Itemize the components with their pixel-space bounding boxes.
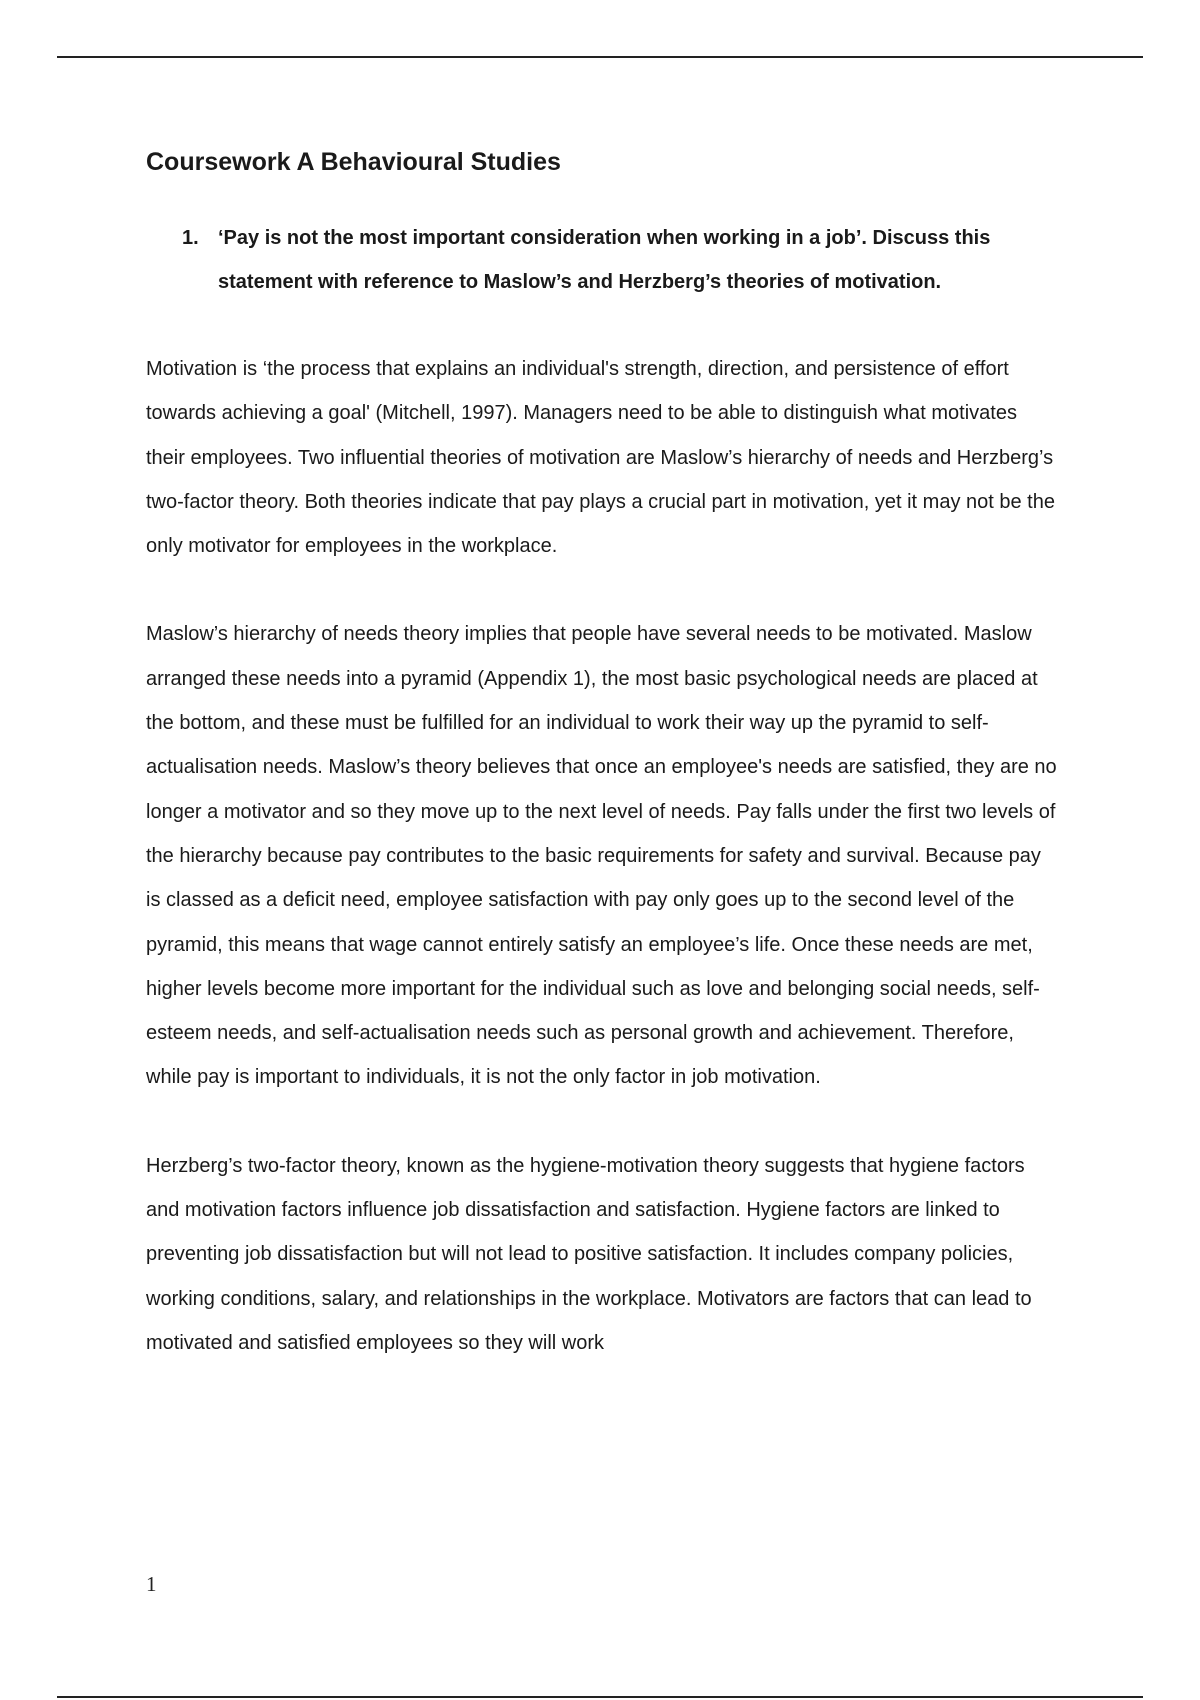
page-number: 1 [146, 1572, 157, 1596]
header-rule [57, 56, 1143, 58]
question-text: ‘Pay is not the most important consideration when working in a job’. Discuss this statement with reference to Maslow’s and Herzberg’s theories of motivation. [218, 227, 991, 293]
document-body [146, 140, 1066, 1365]
question-number: 1. [182, 227, 199, 249]
paragraph-intro: Motivation is ‘the process that explains an individual's strength, direction, and persistence of effort towards achieving a goal' (Mitchell, 1997). Managers need to be able to distinguish what motivates their employees. Two influential theories of motivation are Maslow’s hierarchy of needs and Herzberg’s two-factor theory. Both theories indicate that pay plays a crucial part in motivation, yet it may not be the only motivator for employees in the workplace. [146, 358, 1055, 558]
footer-rule [57, 1696, 1143, 1698]
question-item [146, 216, 1066, 304]
paragraph-maslow: Maslow’s hierarchy of needs theory implies that people have several needs to be motivated. Maslow arranged these needs into a pyramid (Appendix 1), the most basic psychological needs are placed at the bottom, and these must be fulfilled for an individual to work their way up the pyramid to self-actualisation needs. Maslow’s theory believes that once an employee's needs are satisfied, they are no longer a motivator and so they move up to the next level of needs. Pay falls under the first two levels of the hierarchy because pay contributes to the basic requirements for safety and survival. Because pay is classed as a deficit need, employee satisfaction with pay only goes up to the second level of the pyramid, this means that wage cannot entirely satisfy an employee’s life. Once these needs are met, higher levels become more important for the individual such as love and belonging social needs, self-esteem needs, and self-actualisation needs such as personal growth and achievement. Therefore, while pay is important to individuals, it is not the only factor in job motivation. [146, 623, 1057, 1089]
document-title: Coursework A Behavioural Studies [146, 148, 561, 176]
paragraph-herzberg: Herzberg’s two-factor theory, known as the hygiene-motivation theory suggests that hygiene factors and motivation factors influence job dissatisfaction and satisfaction. Hygiene factors are linked to preventing job dissatisfaction but will not lead to positive satisfaction. It includes company policies, working conditions, salary, and relationships in the workplace. Motivators are factors that can lead to motivated and satisfied employees so they will work [146, 1154, 1032, 1354]
